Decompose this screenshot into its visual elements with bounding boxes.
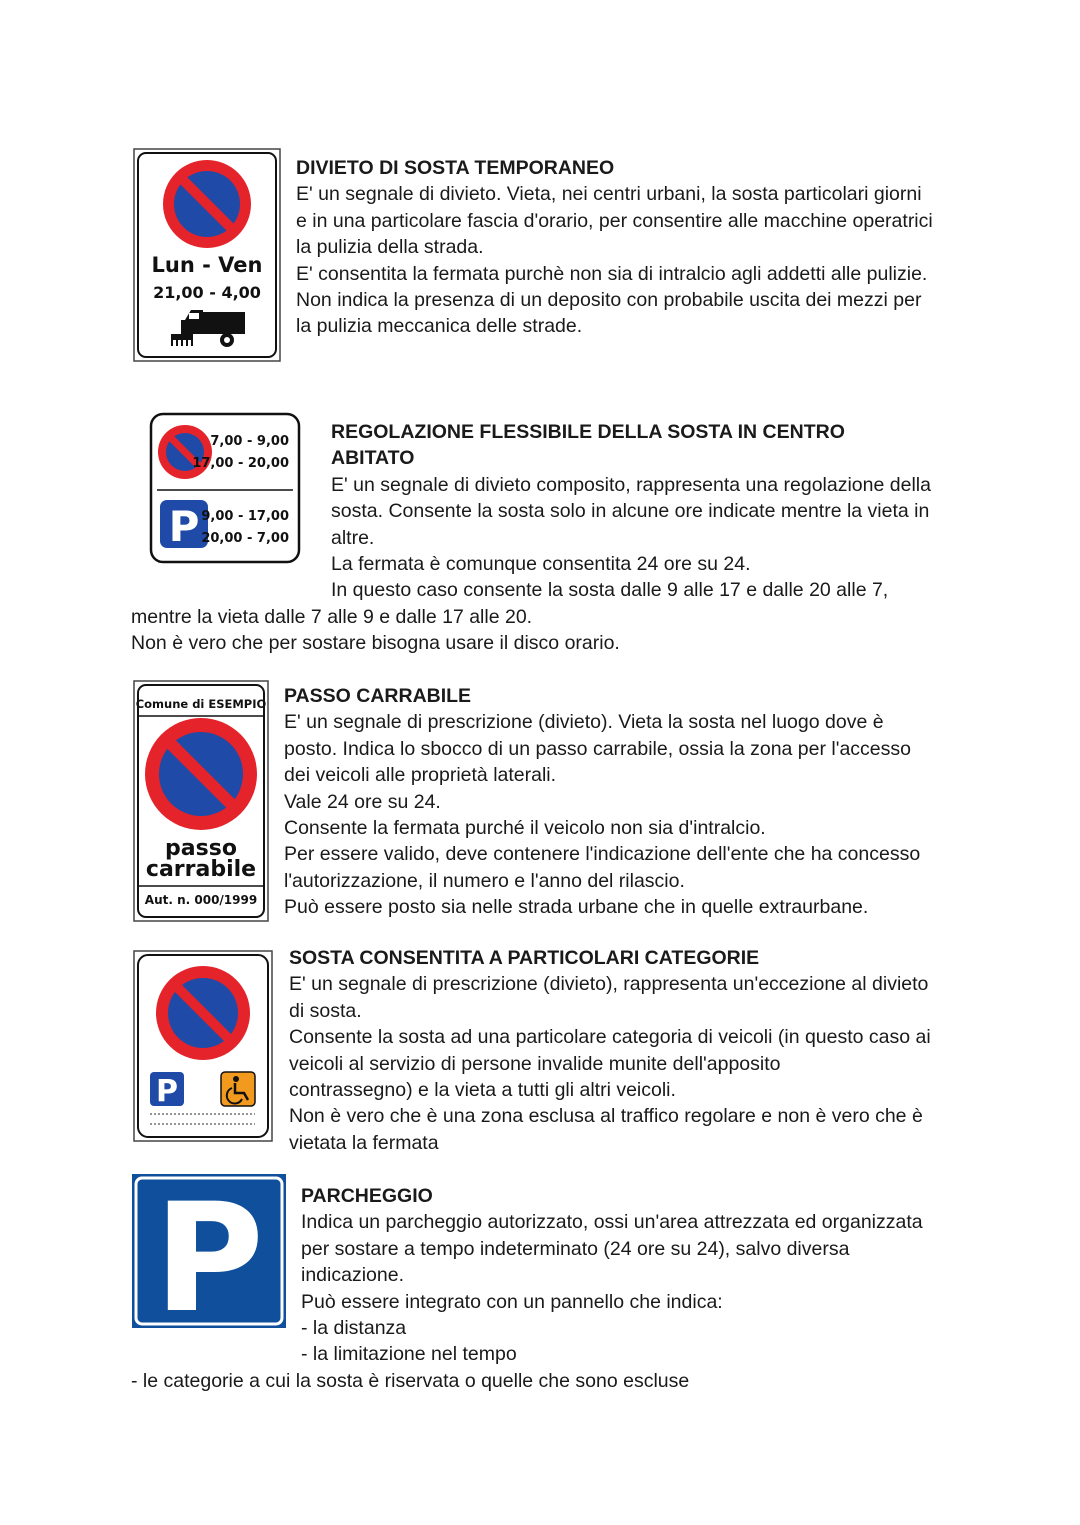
parking-sign: [132, 1174, 286, 1328]
no-parking-icon: [156, 966, 250, 1060]
paragraph-line: Per essere valido, deve contenere l'indicazione dell'ente che ha concesso: [284, 843, 921, 866]
parking-letter: P: [154, 1174, 264, 1328]
section-temporary-no-parking: [296, 155, 933, 340]
parking-icon: [150, 1072, 184, 1109]
no-parking-time: 17,00 - 20,00: [192, 456, 289, 471]
paragraph-line: Può essere posto sia nelle strada urbane che in quelle extraurbane.: [284, 896, 869, 919]
no-parking-icon: [163, 160, 251, 248]
sign-label: passo: [165, 836, 237, 861]
paragraph-line: sosta. Consente la sosta solo in alcune ore indicate mentre la vieta in: [331, 500, 930, 523]
paragraph-line: E' un segnale di divieto composito, rappresenta una regolazione della: [331, 473, 931, 496]
paragraph-line: - le categorie a cui la sosta è riservata o quelle che sono escluse: [131, 1370, 690, 1392]
section-title: PARCHEGGIO: [301, 1185, 433, 1207]
paragraph-line: - la limitazione nel tempo: [301, 1343, 517, 1366]
parking-letter: P: [156, 1074, 178, 1109]
paragraph-line: E' un segnale di divieto. Vieta, nei centri urbani, la sosta particolari giorni: [296, 183, 922, 206]
sign-days: Lun - Ven: [151, 253, 263, 277]
paragraph-line: Non è vero che per sostare bisogna usare il disco orario.: [131, 632, 620, 654]
paragraph-line: contrassegno) e la vieta a tutti gli altri veicoli.: [289, 1079, 676, 1102]
parking-time: 9,00 - 17,00: [201, 509, 289, 524]
paragraph-line: - la distanza: [301, 1317, 407, 1340]
section-driveway: [284, 683, 920, 921]
section-title: PASSO CARRABILE: [284, 685, 472, 707]
paragraph-line: e in una particolare fascia d'orario, per consentire alle macchine operatrici: [296, 209, 933, 232]
municipality-name: Comune di ESEMPIO: [135, 697, 267, 711]
paragraph-line: Non indica la presenza di un deposito con probabile uscita dei mezzi per: [296, 289, 922, 312]
paragraph-line: In questo caso consente la sosta dalle 9 alle 17 e dalle 20 alle 7,: [331, 579, 889, 602]
paragraph-line: mentre la vieta dalle 7 alle 9 e dalle 17 alle 20.: [131, 606, 533, 628]
section-title: ABITATO: [331, 447, 415, 470]
section-title: SOSTA CONSENTITA A PARTICOLARI CATEGORIE: [289, 947, 760, 969]
paragraph-line: posto. Indica lo sbocco di un passo carrabile, ossia la zona per l'accesso: [284, 737, 911, 760]
paragraph-line: Può essere integrato con un pannello che indica:: [301, 1290, 723, 1313]
paragraph-line: Vale 24 ore su 24.: [284, 790, 441, 813]
parking-time: 20,00 - 7,00: [201, 531, 289, 546]
temporary-no-parking-sign: [133, 148, 281, 362]
paragraph-line: per sostare a tempo indeterminato (24 ore su 24), salvo diversa: [301, 1237, 850, 1260]
reserved-parking-categories-sign: [133, 950, 273, 1142]
paragraph-line: E' un segnale di prescrizione (divieto). Vieta la sosta nel luogo dove è: [284, 711, 884, 734]
paragraph-line: indicazione.: [301, 1264, 404, 1287]
paragraph-line: l'autorizzazione, il numero e l'anno del rilascio.: [284, 869, 685, 892]
section-reserved-categories: [289, 945, 931, 1156]
paragraph-line: la pulizia della strada.: [296, 236, 484, 259]
section-title: DIVIETO DI SOSTA TEMPORANEO: [296, 157, 615, 179]
flexible-parking-regulation-sign: [149, 412, 301, 564]
paragraph-line: Consente la fermata purché il veicolo non sia d'intralcio.: [284, 817, 766, 840]
no-parking-icon: [145, 718, 257, 830]
paragraph-line: veicoli al servizio di persone invalide munite dell'apposito: [289, 1052, 781, 1075]
paragraph-line: di sosta.: [289, 999, 362, 1022]
wheelchair-icon: [221, 1072, 255, 1106]
section-title: REGOLAZIONE FLESSIBILE DELLA SOSTA IN CENTRO: [331, 421, 845, 443]
paragraph-line: E' un segnale di prescrizione (divieto), rappresenta un'eccezione al divieto: [289, 973, 929, 996]
parking-letter: P: [168, 502, 200, 551]
paragraph-line: Indica un parcheggio autorizzato, ossi un'area attrezzata ed organizzata: [301, 1211, 923, 1234]
section-flexible-regulation: [331, 419, 931, 604]
paragraph-line: altre.: [331, 526, 375, 549]
driveway-sign: [133, 680, 269, 922]
sign-hours: 21,00 - 4,00: [153, 283, 261, 302]
paragraph-line: E' consentita la fermata purchè non sia di intralcio agli addetti alle pulizie.: [296, 262, 928, 285]
paragraph-line: dei veicoli alle proprietà laterali.: [284, 764, 557, 787]
paragraph-line: la pulizia meccanica delle strade.: [296, 315, 583, 338]
no-parking-time: 7,00 - 9,00: [210, 434, 289, 449]
section-parking: [301, 1183, 923, 1368]
paragraph-line: Non è vero che è una zona esclusa al traffico regolare e non è vero che è: [289, 1105, 923, 1128]
paragraph-line: vietata la fermata: [289, 1131, 439, 1154]
sign-label: carrabile: [145, 857, 257, 882]
paragraph-line: La fermata è comunque consentita 24 ore su 24.: [331, 553, 751, 576]
paragraph-line: Consente la sosta ad una particolare categoria di veicoli (in questo caso ai: [289, 1026, 931, 1049]
authorization-number: Aut. n. 000/1999: [144, 893, 258, 907]
